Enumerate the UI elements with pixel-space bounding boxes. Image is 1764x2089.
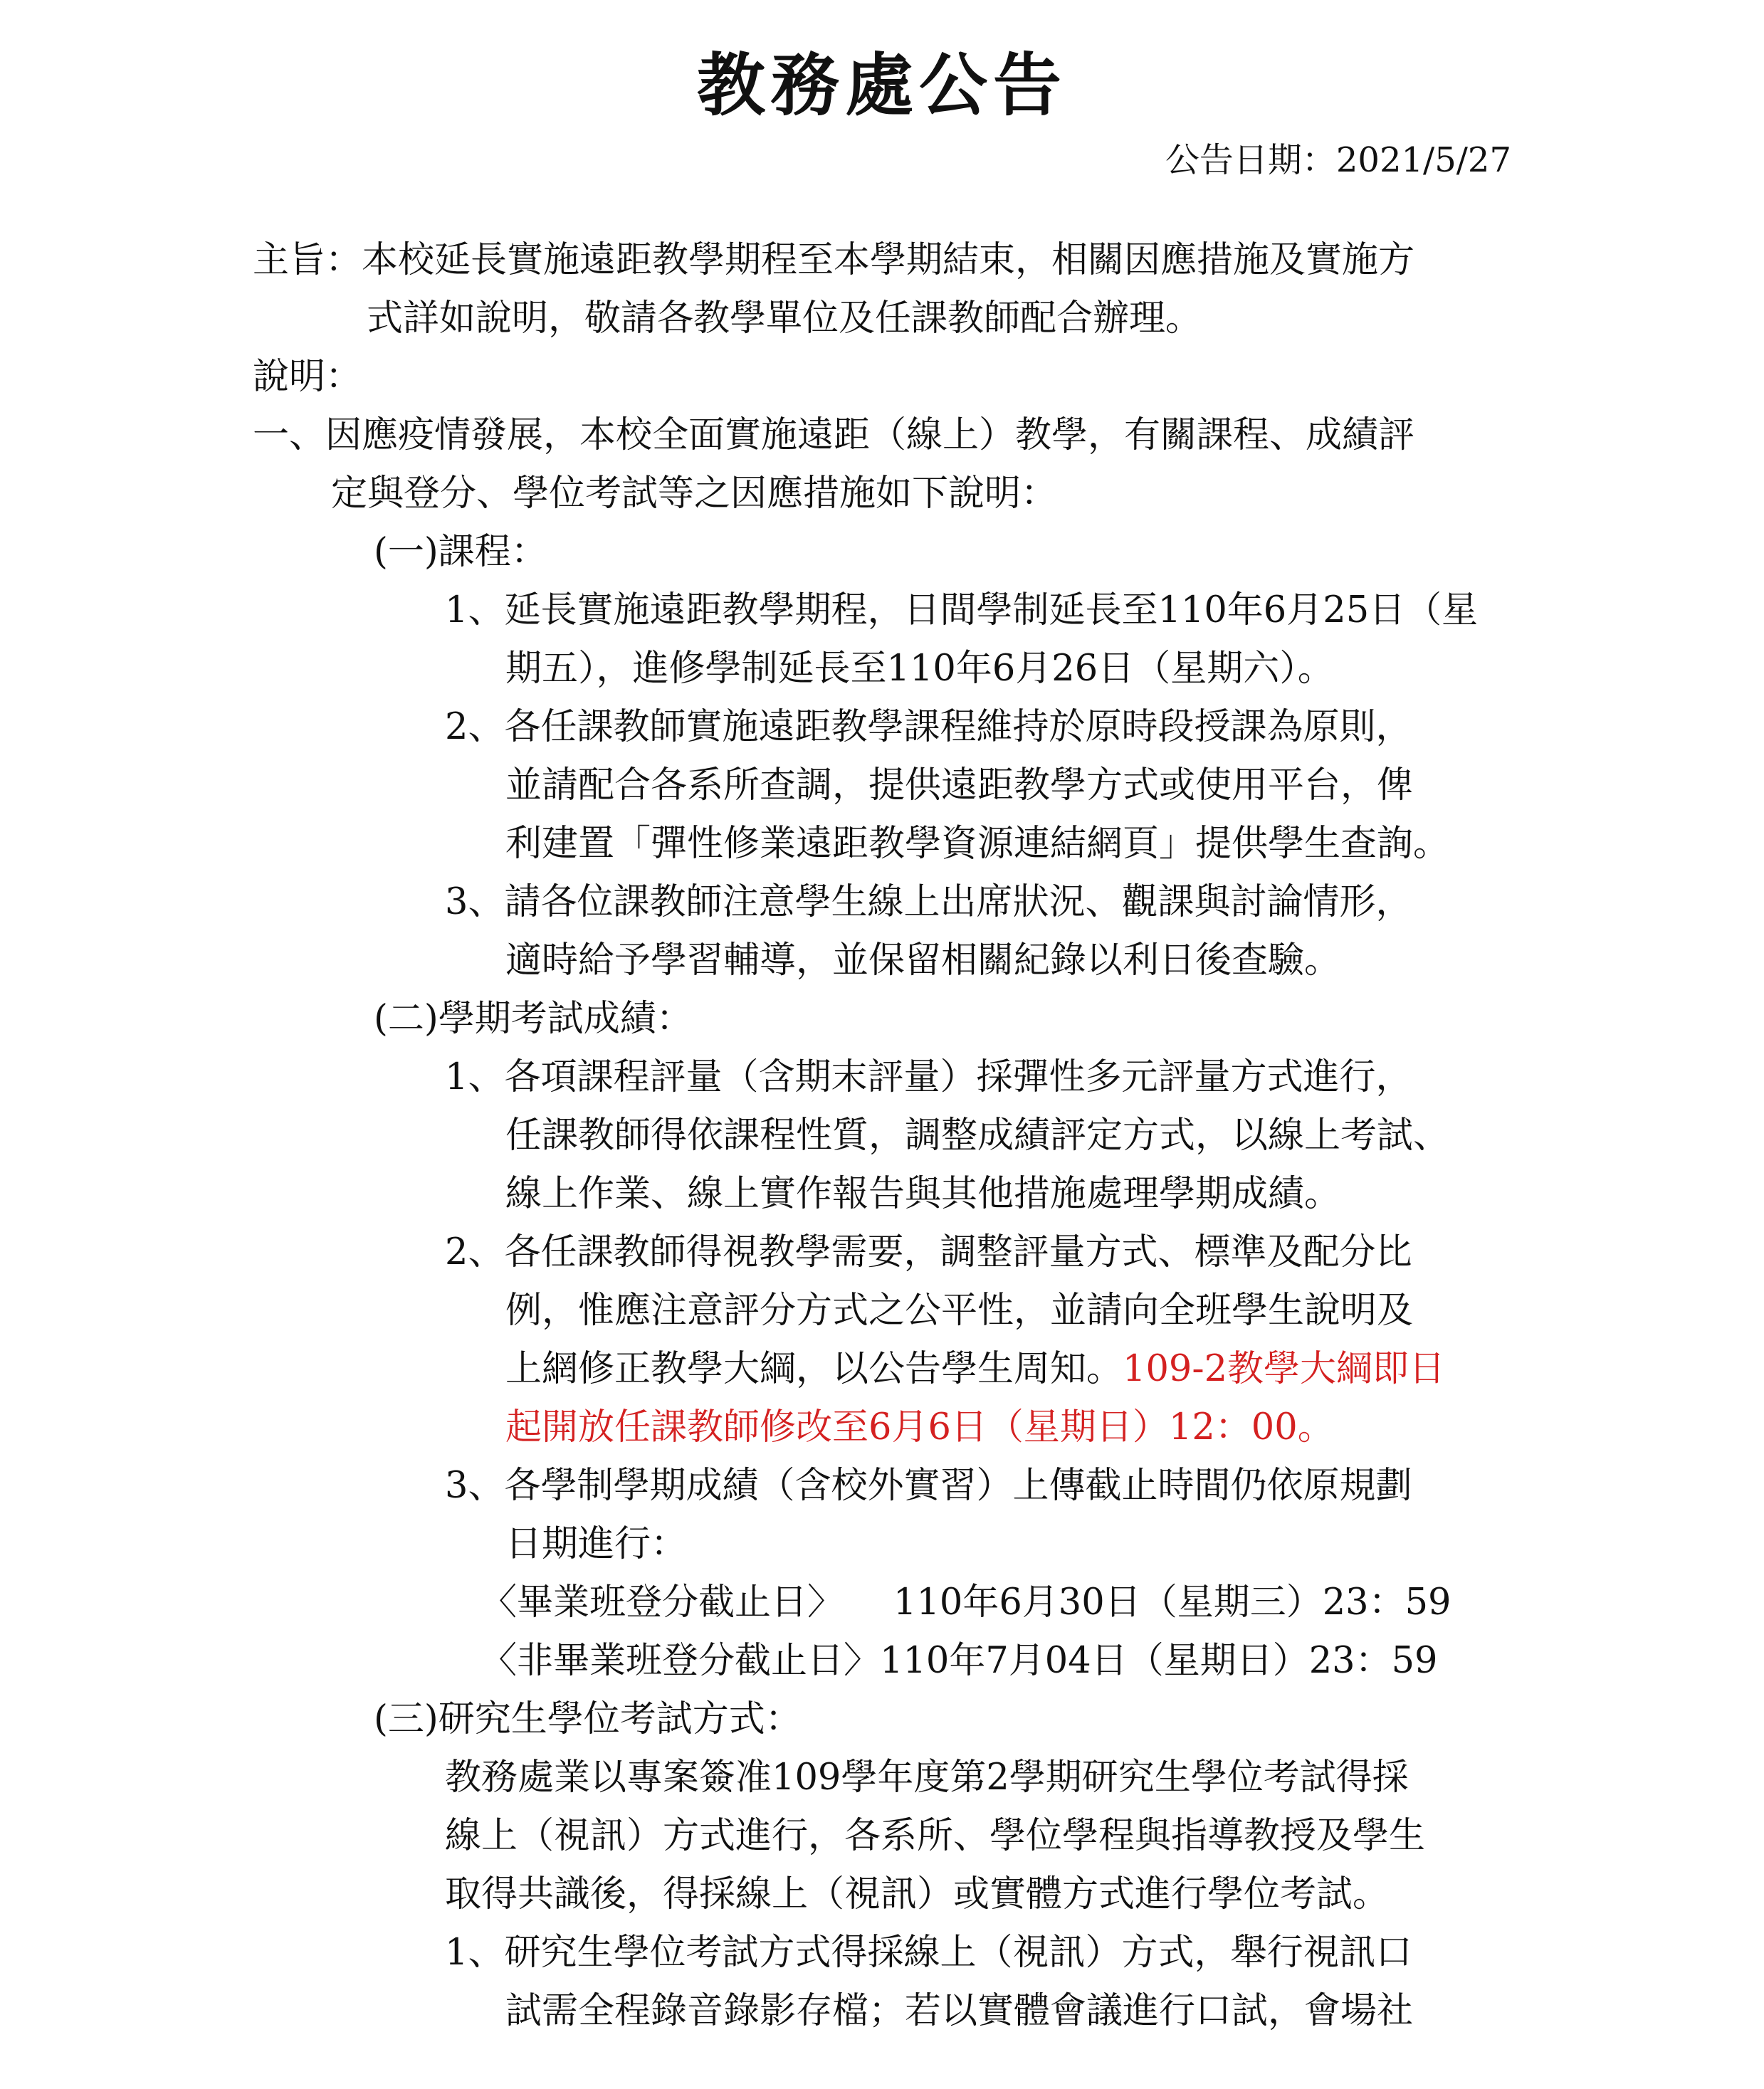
list-item: 日期進行： — [505, 1523, 688, 1565]
list-item: 1、延長實施遠距教學期程，日間學制延長至110年6月25日（星 — [445, 589, 1479, 631]
list-item: 適時給予學習輔導，並保留相關紀錄以利日後查驗。 — [505, 940, 1341, 982]
syllabus-deadline-notice: 109-2教學大綱即日 — [1123, 1348, 1446, 1390]
section-heading: 定與登分、學位考試等之因應措施如下說明： — [331, 473, 1058, 515]
list-item: 線上作業、線上實作報告與其他措施處理學期成績。 — [505, 1173, 1341, 1215]
announcement-body — [253, 231, 1513, 2041]
deadline-label: 〈非畢業班登分截止日〉 — [481, 1640, 881, 1682]
deadline-row — [253, 1574, 1513, 1632]
announcement-date: 公告日期：2021/5/27 — [1165, 140, 1511, 180]
subject-line: 式詳如說明，敬請各教學單位及任課教師配合辦理。 — [367, 298, 1202, 340]
syllabus-deadline-notice: 起開放任課教師修改至6月6日（星期日）12：00。 — [505, 1406, 1334, 1448]
subsection-heading-exams: (三)研究生學位考試方式： — [374, 1698, 802, 1740]
list-item: 例，惟應注意評分方式之公平性，並請向全班學生說明及 — [505, 1290, 1414, 1332]
subsection-heading-grades: (二)學期考試成績： — [374, 998, 693, 1040]
subject-line: 主旨：本校延長實施遠距教學期程至本學期結束，相關因應措施及實施方 — [253, 239, 1415, 281]
subsection-heading-courses: (一)課程： — [374, 531, 547, 573]
deadline-label: 〈畢業班登分截止日〉 — [481, 1582, 844, 1624]
section-heading: 一、因應疫情發展，本校全面實施遠距（線上）教學，有關課程、成績評 — [253, 414, 1415, 456]
list-item: 利建置「彈性修業遠距教學資源連結網頁」提供學生查詢。 — [505, 823, 1450, 865]
list-item: 1、研究生學位考試方式得採線上（視訊）方式，舉行視訊口 — [445, 1932, 1412, 1974]
list-item: 2、各任課教師實施遠距教學課程維持於原時段授課為原則， — [445, 706, 1412, 748]
list-item: 試需全程錄音錄影存檔；若以實體會議進行口試，會場社 — [505, 1990, 1414, 2032]
explanation-heading: 說明： — [253, 356, 362, 398]
deadline-value: 110年6月30日（星期三）23：59 — [893, 1582, 1451, 1624]
list-item: 1、各項課程評量（含期末評量）採彈性多元評量方式進行， — [445, 1056, 1412, 1098]
deadline-value: 110年7月04日（星期日）23：59 — [880, 1640, 1438, 1682]
deadline-row — [253, 1632, 1513, 1690]
list-item: 期五），進修學制延長至110年6月26日（星期六）。 — [505, 648, 1334, 690]
list-item: 並請配合各系所查調，提供遠距教學方式或使用平台，俾 — [505, 764, 1414, 806]
list-item: 3、各學制學期成績（含校外實習）上傳截止時間仍依原規劃 — [445, 1465, 1412, 1507]
paragraph-line: 教務處業以專案簽准109學年度第2學期研究生學位考試得採 — [445, 1757, 1409, 1799]
paragraph-line: 線上（視訊）方式進行，各系所、學位學程與指導教授及學生 — [445, 1815, 1426, 1857]
list-item: 2、各任課教師得視教學需要，調整評量方式、標準及配分比 — [445, 1231, 1412, 1273]
paragraph-line: 取得共識後，得採線上（視訊）或實體方式進行學位考試。 — [445, 1873, 1390, 1915]
document-title: 教務處公告 — [697, 45, 1067, 125]
list-item-text: 上網修正教學大綱，以公告學生周知。 — [505, 1348, 1123, 1390]
list-item — [253, 1340, 1513, 1399]
list-item: 3、請各位課教師注意學生線上出席狀況、觀課與討論情形， — [445, 881, 1412, 923]
list-item: 任課教師得依課程性質，調整成績評定方式，以線上考試、 — [505, 1115, 1450, 1157]
